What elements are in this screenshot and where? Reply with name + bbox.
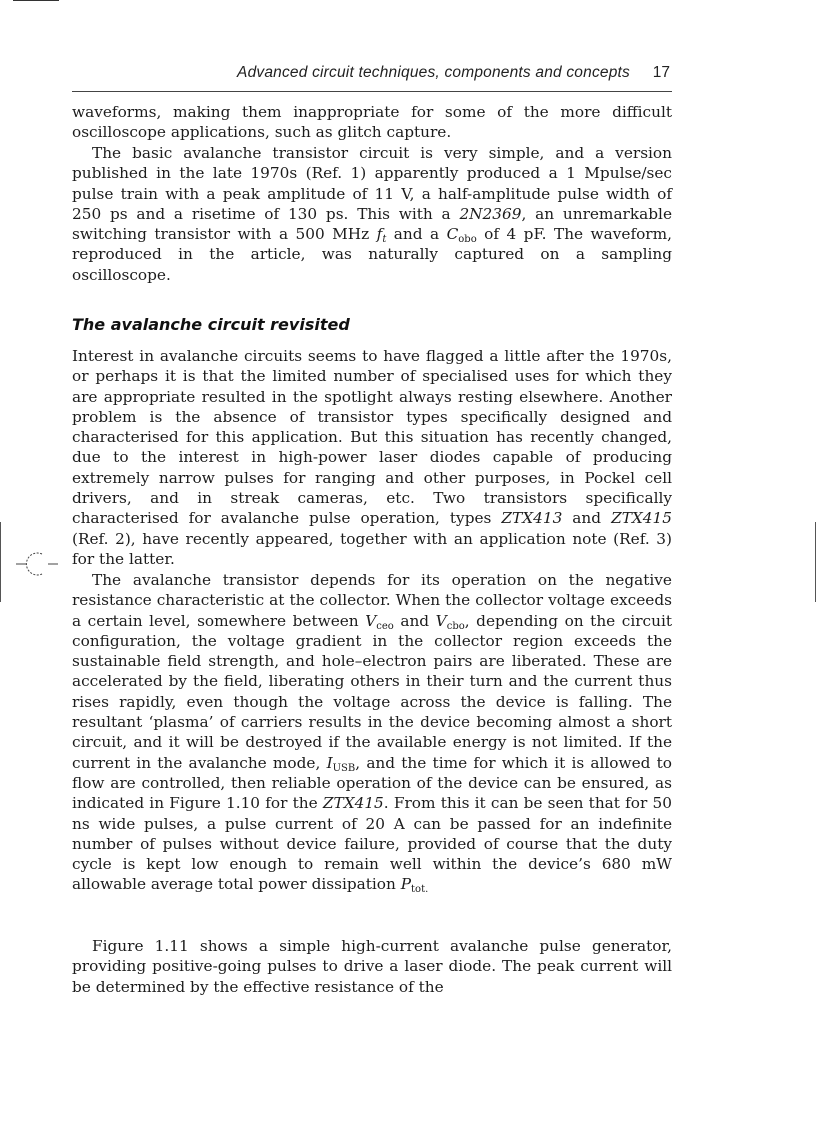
text-run: , depending on the circuit configuration, the voltage gradient in the collector region exceeds the sustainable field strength, and hole–electron pairs are liberated. These are accelerated by the field, liberating others in their turn and the current thus rises rapidly, even though the voltage across the device is falling. The resultant ‘plasma’ of carriers results in the device becoming almost a short circuit, and it will be destroyed if the available energy is not limited. If the current in the avalanche mode, bbox=[72, 611, 672, 772]
text-run: (Ref. 2), have recently appeared, together with an application note (Ref. 3) for the latter. bbox=[72, 529, 672, 568]
symbol-cobo: $C_{obo}$ bbox=[446, 225, 477, 246]
text-run: The avalanche transistor depends for its operation on the negative resistance characteristic at the collector. When the collector voltage exceeds a certain level, somewhere between bbox=[72, 571, 672, 630]
section-heading: The avalanche circuit revisited bbox=[72, 315, 350, 334]
paragraph-4 bbox=[72, 570, 672, 895]
running-title: Advanced circuit techniques, components and concepts bbox=[237, 64, 630, 81]
crop-mark bbox=[13, 0, 59, 1]
paragraph-1 bbox=[72, 102, 672, 143]
part-number-2n2369: 2N2369 bbox=[459, 204, 522, 223]
registration-mark-icon bbox=[16, 552, 60, 576]
symbol-iusb: $I_{USB}$ bbox=[326, 753, 356, 774]
text-run: of 4 pF. The waveform, reproduced in the article, was naturally captured on a sampling oscilloscope. bbox=[72, 225, 672, 284]
margin-bar-left bbox=[0, 522, 1, 602]
text-run: , and the time for which it is allowed to flow are controlled, then reliable operation of the device can be ensured, as indicated in Figure 1.10 for the bbox=[72, 753, 673, 813]
text-run: and a bbox=[386, 225, 447, 244]
symbol-ft: $f_t$ bbox=[376, 225, 387, 246]
text-run: . From this it can be seen that for 50 ns wide pulses, a pulse current of 20 A can be passed for an indefinite number of pulses without device failure, provided of course that the duty cycle is kept low enough to remain well within the device’s 680 mW allowable average total power dissipation bbox=[72, 794, 672, 894]
page-number: 17 bbox=[652, 64, 670, 81]
part-number-ztx413: ZTX413 bbox=[501, 509, 563, 528]
symbol-ptot: $P_{tot.}$ bbox=[400, 875, 429, 896]
symbol-vceo: $V_{ceo}$ bbox=[365, 611, 394, 632]
symbol-vcbo: $V_{cbo}$ bbox=[435, 611, 465, 632]
text-run: and bbox=[562, 509, 612, 528]
paragraph-1-text: waveforms, making them inappropriate for some of the more difficult oscilloscope applications, such as glitch capture. bbox=[72, 103, 672, 142]
paragraph-5-text: Figure 1.11 shows a simple high-current avalanche pulse generator, providing positive-going pulses to drive a laser diode. The peak current will be determined by the effective resistance of the bbox=[72, 937, 672, 996]
text-run: , an unremarkable switching transistor with a 500 MHz bbox=[72, 204, 673, 244]
text-run: Interest in avalanche circuits seems to have flagged a little after the 1970s, or perhaps it is that the limited number of specialised uses for which they are appropriate resulted in the spotlight always resting elsewhere. Another problem is the absence of transistor types specifically designed and characterised for this application. But this situation has recently changed, due to the interest in high-power laser diodes capable of producing extremely narrow pulses for ranging and other purposes, in Pockel cell drivers, and in streak cameras, etc. Two transistors specifically characterised for avalanche pulse operation, types bbox=[72, 347, 672, 528]
page-header bbox=[72, 64, 672, 86]
text-run: and bbox=[393, 611, 436, 630]
part-number-ztx415: ZTX415 bbox=[611, 509, 672, 528]
text-run: The basic avalanche transistor circuit is very simple, and a version published in the late 1970s (Ref. 1) apparently produced a 1 Mpulse/sec pulse train with a peak amplitude of 11 V, a half-amplitude pulse width of 250 ps and a risetime of 130 ps. This with a bbox=[72, 144, 672, 223]
paragraph-3 bbox=[72, 346, 672, 569]
paragraph-5 bbox=[72, 936, 672, 997]
paragraph-2 bbox=[72, 143, 672, 285]
header-rule bbox=[72, 91, 672, 92]
part-number-ztx415: ZTX415 bbox=[322, 794, 384, 813]
